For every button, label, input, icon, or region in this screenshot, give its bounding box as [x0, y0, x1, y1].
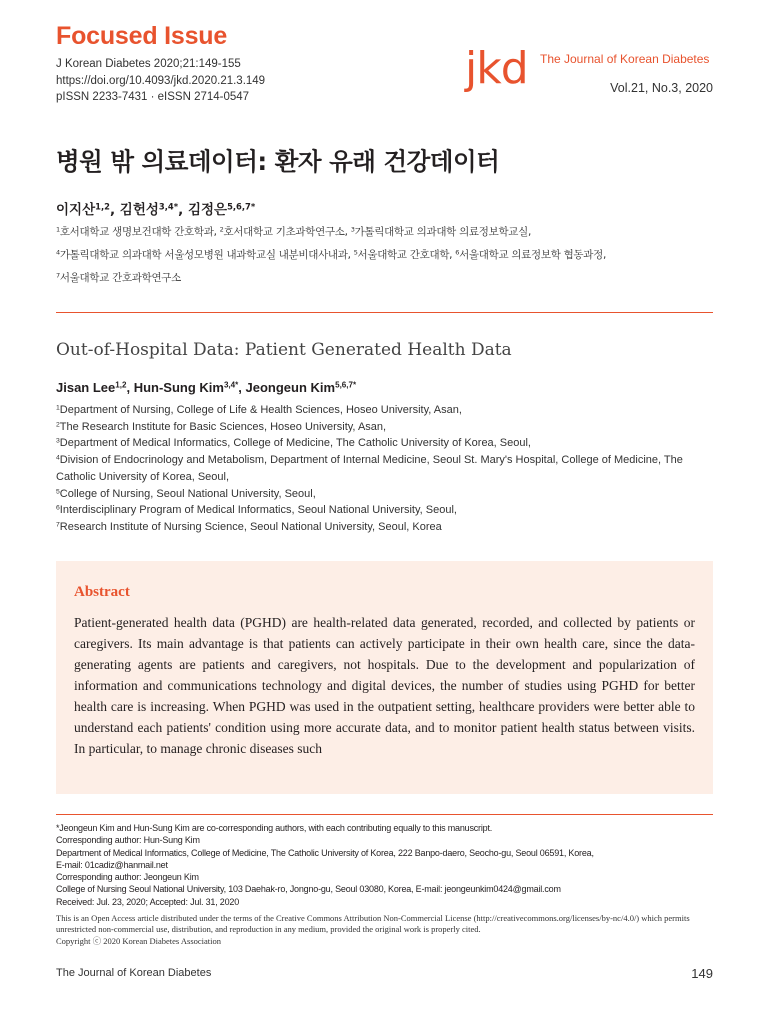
affil-num: 7	[56, 521, 60, 529]
affil-num: 4	[56, 248, 60, 257]
english-title: Out-of-Hospital Data: Patient Generated Health Data	[56, 340, 512, 360]
article-meta	[56, 56, 265, 106]
affil-num: 6	[455, 248, 460, 257]
english-affiliations	[56, 402, 716, 536]
affiliation	[56, 452, 716, 485]
affiliation	[56, 502, 716, 519]
affiliation: 가톨릭대학교 의과대학 의료정보학교실,	[354, 226, 532, 238]
footnotes	[56, 822, 716, 908]
affil-num: 4	[56, 454, 60, 462]
author-name: 김헌성	[119, 202, 159, 218]
abstract-heading: Abstract	[74, 584, 130, 600]
corresponding-email[interactable]: E-mail: 01cadiz@hanmail.net	[56, 859, 168, 870]
author-affil-sup: 1,2	[115, 380, 127, 390]
affiliation-text: Division of Endocrinology and Metabolism, Department of Internal Medicine, Seoul St. Mary's Hospital, College of Medicine, The Catholic University of Korea, Seoul,	[56, 454, 683, 483]
journal-logo: jkd	[465, 43, 528, 94]
page-number: 149	[691, 966, 713, 981]
section-label: Focused Issue	[56, 22, 228, 50]
affiliation	[56, 419, 716, 436]
affiliation	[56, 435, 716, 452]
divider	[56, 312, 713, 313]
corresponding-address: Department of Medical Informatics, College of Medicine, The Catholic University of Korea, 222 Banpo-daero, Seocho-gu, Seoul 06591, Korea,	[56, 847, 594, 858]
affil-num: 1	[56, 225, 60, 234]
affil-num: 2	[219, 225, 224, 234]
affil-num: 2	[56, 420, 60, 428]
affil-num: 6	[56, 504, 60, 512]
doi-link[interactable]: https://doi.org/10.4093/jkd.2020.21.3.149	[56, 74, 266, 87]
affiliation	[56, 519, 716, 536]
citation: J Korean Diabetes 2020;21:149-155	[56, 58, 241, 70]
corresponding-address: College of Nursing Seoul National University, 103 Daehak-ro, Jongno-gu, Seoul 03080, Korea, E-mail: jeongeunkim0424@gmail.com	[56, 884, 561, 895]
author-affil-sup: 3,4*	[158, 201, 179, 212]
affiliation: 서울대학교 간호대학,	[357, 249, 456, 261]
affiliation-text: The Research Institute for Basic Sciences, Hoseo University, Asan,	[59, 420, 387, 433]
footnote-divider	[56, 814, 713, 815]
affil-num: 5	[56, 487, 60, 495]
korean-authors: 이지산$^{1,2}$, 김헌성$^{3,4*}$, 김정은$^{5,6,7*}$	[56, 201, 256, 218]
affil-num: 1	[56, 404, 60, 412]
affiliation: 가톨릭대학교 의과대학 서울성모병원 내과학교실 내분비대사내과,	[59, 249, 354, 261]
received-accepted-dates: Received: Jul. 23, 2020; Accepted: Jul. 31, 2020	[56, 896, 240, 907]
affiliation-text: Research Institute of Nursing Science, Seoul National University, Seoul, Korea	[59, 520, 442, 533]
author-affil-sup: 1,2	[95, 201, 110, 212]
abstract-body: Patient-generated health data (PGHD) are health-related data generated, recorded, and collected by patients or caregivers. Its main advantage is that patients can actively participate in their own health care, since the data-generating agents are patients and caregivers, not hospitals. Due to the development and popularization of information and communications technology and digital devices, the number of studies using PGHD for better health care is increasing. When PGHD was used in the outpatient setting, healthcare providers were better able to understand each patients' condition using more accurate data, and to monitor patient health status between visits. In particular, to manage chronic diseases such	[74, 615, 695, 756]
author-name: 김정은	[187, 202, 228, 218]
issn: pISSN 2233-7431 · eISSN 2714-0547	[56, 91, 250, 103]
affiliation: 서울대학교 의료정보학 협동과정,	[459, 249, 606, 261]
affil-num: 7	[56, 271, 60, 280]
korean-affiliations	[56, 221, 716, 290]
volume-info: Vol.21, No.3, 2020	[610, 81, 713, 95]
journal-name: The Journal of Korean Diabetes	[540, 52, 710, 66]
affiliation-text: College of Nursing, Seoul National University, Seoul,	[59, 487, 316, 500]
license-text: This is an Open Access article distributed under the terms of the Creative Commons Attribution Non-Commercial License (http://creativecommons.org/licenses/by-nc/4.0/) which permits unrestricted non-commercial use, distribution, and reproduction in any medium, provided the original work is properly cited.	[56, 913, 690, 935]
affiliation	[56, 486, 716, 503]
author-affil-sup: 3,4*	[223, 380, 239, 390]
license-block	[56, 913, 716, 947]
author-name: Jisan Lee	[56, 380, 116, 395]
author-name: Hun-Sung Kim	[133, 380, 224, 395]
korean-title: 병원 밖 의료데이터: 환자 유래 건강데이터	[56, 147, 500, 176]
affiliation-line	[56, 221, 716, 244]
author-name: Jeongeun Kim	[245, 380, 336, 395]
footer-journal: The Journal of Korean Diabetes	[56, 967, 212, 979]
affiliation-text: Interdisciplinary Program of Medical Informatics, Seoul National University, Seoul,	[59, 504, 457, 517]
author-affil-sup: 5,6,7*	[335, 380, 357, 390]
affiliation-line	[56, 244, 716, 267]
affiliation	[56, 402, 716, 419]
affiliation-text: Department of Nursing, College of Life & Health Sciences, Hoseo University, Asan,	[59, 404, 462, 416]
affiliation: 서울대학교 간호과학연구소	[59, 272, 181, 284]
affiliation: 호서대학교 생명보건대학 간호학과,	[59, 226, 220, 238]
affil-num: 3	[56, 437, 60, 445]
english-authors: Jisan Lee$^{1,2}$, Hun-Sung Kim$^{3,4*}$, Jeongeun Kim$^{5,6,7*}$	[56, 380, 357, 395]
copyright: Copyright ⓒ 2020 Korean Diabetes Association	[56, 935, 222, 946]
affiliation-text: Department of Medical Informatics, College of Medicine, The Catholic University of Korea, Seoul,	[59, 437, 531, 450]
corresponding-author: Corresponding author: Jeongeun Kim	[56, 872, 199, 883]
corresponding-author: Corresponding author: Hun-Sung Kim	[56, 835, 200, 846]
co-corresponding-note: *Jeongeun Kim and Hun-Sung Kim are co-corresponding authors, with each contributing equally to this manuscript.	[56, 823, 493, 833]
affiliation-line	[56, 267, 716, 290]
author-affil-sup: 5,6,7*	[227, 201, 256, 212]
affil-num: 5	[353, 248, 358, 257]
affiliation: 호서대학교 기초과학연구소,	[223, 226, 351, 238]
author-name: 이지산	[56, 202, 96, 218]
affil-num: 3	[350, 225, 355, 234]
